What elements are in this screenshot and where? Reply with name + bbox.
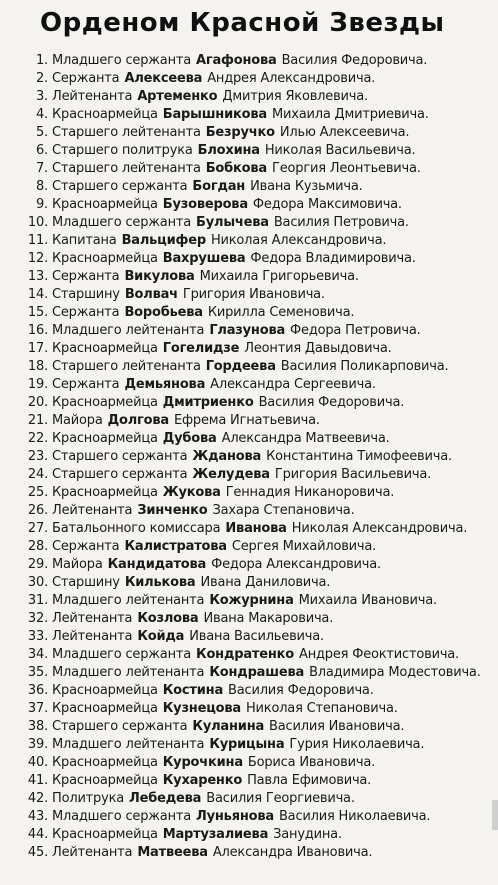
list-item [20,52,490,70]
entry-number: 13. [27,269,48,284]
entry-surname: Кандидатова [107,557,207,572]
entry-rank: Старшего лейтенанта [52,359,201,374]
entry-rank: Политрука [52,791,125,806]
entry-rank: Красноармейца [52,773,158,788]
entry-given-names: Занудина. [273,827,342,842]
entry-given-names: Федора Петровича. [290,323,421,338]
entry-given-names: Георгия Леонтьевича. [272,161,421,176]
entry-rank: Лейтенанта [52,629,133,644]
entry-rank: Старшего сержанта [52,179,188,194]
entry-rank: Сержанта [52,539,120,554]
list-item [20,70,490,88]
entry-given-names: Ивана Кузьмича. [250,179,363,194]
entry-surname: Жданова [192,449,262,464]
entry-surname: Койда [137,629,185,644]
entry-number: 28. [27,539,48,554]
entry-rank: Младшего лейтенанта [52,593,205,608]
entry-number: 9. [35,197,48,212]
entry-surname: Кузнецова [162,701,241,716]
entry-given-names: Сергея Михайловича. [231,539,377,554]
entry-number: 5. [35,125,48,140]
entry-surname: Костина [162,683,224,698]
entry-surname: Вахрушева [162,251,246,266]
entry-given-names: Владимира Модестовича. [309,665,481,680]
list-item [20,268,490,286]
entry-given-names: Василия Федоровича. [228,683,374,698]
entry-given-names: Григория Васильевича. [274,467,432,482]
entry-number: 12. [27,251,48,266]
entry-given-names: Леонтия Давыдовича. [244,341,392,356]
list-item [20,376,490,394]
entry-rank: Батальонного комиссара [52,521,221,536]
entry-number: 4. [35,107,48,122]
entry-given-names: Ефрема Игнатьевича. [173,413,320,428]
entry-given-names: Илью Алексеевича. [279,125,410,140]
entry-given-names: Кирилла Семеновича. [207,305,355,320]
entry-given-names: Гурия Николаевича. [289,737,425,752]
list-item [20,250,490,268]
entry-number: 10. [27,215,48,230]
entry-number: 40. [27,755,48,770]
entry-given-names: Василия Петровича. [273,215,409,230]
list-item [20,124,490,142]
entry-rank: Красноармейца [52,485,158,500]
list-item [20,556,490,574]
entry-rank: Лейтенанта [52,89,133,104]
entry-surname: Кожурнина [209,593,294,608]
list-item [20,772,490,790]
list-item [20,484,490,502]
entry-surname: Вальцифер [121,233,206,248]
entry-number: 11. [27,233,48,248]
entry-rank: Младшего лейтенанта [52,323,205,338]
entry-surname: Килькова [124,575,196,590]
entry-number: 27. [27,521,48,536]
entry-number: 15. [27,305,48,320]
entry-given-names: Ивана Даниловича. [200,575,331,590]
entry-given-names: Геннадия Никаноровича. [225,485,395,500]
list-item [20,826,490,844]
entry-number: 38. [27,719,48,734]
list-item [20,592,490,610]
entry-surname: Агафонова [196,53,277,68]
entry-rank: Младшего сержанта [52,809,192,824]
list-item [20,520,490,538]
list-item [20,574,490,592]
entry-rank: Капитана [52,233,117,248]
list-item [20,196,490,214]
entry-rank: Сержанта [52,305,120,320]
entry-given-names: Ивана Васильевича. [189,629,324,644]
entry-surname: Куланина [192,719,265,734]
entry-number: 7. [35,161,48,176]
entry-rank: Лейтенанта [52,845,133,860]
entry-rank: Красноармейца [52,683,158,698]
entry-rank: Майора [52,413,103,428]
list-item [20,646,490,664]
entry-rank: Младшего сержанта [52,215,192,230]
entry-given-names: Федора Максимовича. [252,197,402,212]
list-item [20,736,490,754]
list-item [20,844,490,862]
page-title: Орденом Красной Звезды [40,8,445,38]
entry-rank: Майора [52,557,103,572]
entry-surname: Безручко [205,125,275,140]
entry-surname: Курицына [209,737,285,752]
entry-surname: Бузоверова [162,197,248,212]
entry-given-names: Григория Ивановича. [182,287,325,302]
entry-surname: Воробьева [124,305,203,320]
entry-rank: Младшего сержанта [52,647,192,662]
entry-surname: Булычева [196,215,269,230]
entry-number: 34. [27,647,48,662]
entry-number: 36. [27,683,48,698]
entry-rank: Сержанта [52,71,120,86]
entry-number: 42. [27,791,48,806]
list-item [20,448,490,466]
list-item [20,790,490,808]
entry-given-names: Захара Степановича. [212,503,355,518]
entry-surname: Мартузалиева [162,827,269,842]
list-item [20,430,490,448]
entry-rank: Старшего политрука [52,143,193,158]
list-item [20,412,490,430]
list-item [20,322,490,340]
entry-surname: Волвач [124,287,178,302]
entry-surname: Дубова [162,431,217,446]
list-item [20,610,490,628]
entry-number: 32. [27,611,48,626]
list-item [20,664,490,682]
entry-number: 1. [35,53,48,68]
entry-rank: Младшего лейтенанта [52,737,205,752]
entry-number: 22. [27,431,48,446]
entry-number: 43. [27,809,48,824]
entry-surname: Иванова [225,521,287,536]
entry-given-names: Александра Матвеевича. [221,431,390,446]
entry-number: 45. [27,845,48,860]
entry-surname: Кухаренко [162,773,243,788]
list-item [20,718,490,736]
entry-number: 6. [35,143,48,158]
entry-number: 44. [27,827,48,842]
entry-given-names: Николая Васильевича. [264,143,416,158]
award-list [20,52,490,862]
entry-surname: Матвеева [137,845,208,860]
entry-number: 14. [27,287,48,302]
entry-surname: Блохина [197,143,260,158]
list-item [20,142,490,160]
entry-given-names: Василия Федоровича. [281,53,428,68]
list-item [20,232,490,250]
list-item [20,808,490,826]
entry-surname: Козлова [137,611,199,626]
entry-given-names: Михаила Дмитриевича. [271,107,429,122]
entry-rank: Лейтенанта [52,611,133,626]
entry-number: 3. [35,89,48,104]
list-item [20,178,490,196]
entry-surname: Артеменко [137,89,218,104]
entry-number: 24. [27,467,48,482]
entry-number: 8. [35,179,48,194]
list-item [20,286,490,304]
entry-rank: Младшего лейтенанта [52,665,205,680]
entry-given-names: Дмитрия Яковлевича. [222,89,368,104]
entry-number: 37. [27,701,48,716]
entry-number: 21. [27,413,48,428]
entry-given-names: Михаила Григорьевича. [199,269,359,284]
entry-surname: Кондратенко [196,647,295,662]
entry-rank: Старшину [52,575,120,590]
entry-given-names: Василия Георгиевича. [206,791,355,806]
entry-rank: Красноармейца [52,341,158,356]
entry-rank: Старшего лейтенанта [52,125,201,140]
entry-given-names: Николая Александровича. [210,233,387,248]
list-item [20,628,490,646]
entry-rank: Старшину [52,287,120,302]
entry-number: 2. [35,71,48,86]
list-item [20,502,490,520]
entry-number: 29. [27,557,48,572]
entry-surname: Богдан [192,179,246,194]
page-edge-mark [492,800,498,830]
entry-surname: Глазунова [209,323,286,338]
entry-number: 31. [27,593,48,608]
list-item [20,88,490,106]
entry-rank: Старшего лейтенанта [52,161,201,176]
entry-rank: Красноармейца [52,827,158,842]
entry-given-names: Михаила Ивановича. [298,593,437,608]
entry-surname: Зинченко [137,503,208,518]
entry-number: 26. [27,503,48,518]
entry-given-names: Василия Ивановича. [269,719,405,734]
entry-number: 18. [27,359,48,374]
entry-given-names: Николая Александровича. [291,521,468,536]
entry-surname: Демьянова [124,377,206,392]
entry-rank: Красноармейца [52,107,158,122]
entry-rank: Лейтенанта [52,503,133,518]
entry-rank: Старшего сержанта [52,449,188,464]
list-item [20,304,490,322]
entry-given-names: Андрея Александровича. [207,71,376,86]
entry-given-names: Василия Николаевича. [278,809,431,824]
entry-surname: Желудева [192,467,270,482]
entry-given-names: Василия Федоровича. [258,395,405,410]
entry-number: 39. [27,737,48,752]
entry-rank: Красноармейца [52,755,158,770]
entry-surname: Курочкина [162,755,243,770]
entry-given-names: Федора Александровича. [211,557,381,572]
entry-surname: Кондрашева [209,665,305,680]
entry-surname: Луньянова [196,809,274,824]
entry-number: 16. [27,323,48,338]
list-item [20,214,490,232]
entry-given-names: Ивана Макаровича. [203,611,334,626]
entry-rank: Сержанта [52,377,120,392]
entry-surname: Барышникова [162,107,267,122]
entry-number: 25. [27,485,48,500]
entry-number: 19. [27,377,48,392]
entry-surname: Дмитриенко [162,395,254,410]
entry-given-names: Александра Сергеевича. [210,377,376,392]
entry-number: 35. [27,665,48,680]
entry-number: 33. [27,629,48,644]
entry-surname: Алексеева [124,71,203,86]
list-item [20,340,490,358]
entry-rank: Старшего сержанта [52,467,188,482]
entry-rank: Красноармейца [52,431,158,446]
entry-surname: Лебедева [129,791,202,806]
list-item [20,106,490,124]
entry-given-names: Федора Владимировича. [250,251,416,266]
list-item [20,682,490,700]
list-item [20,538,490,556]
entry-rank: Старшего сержанта [52,719,188,734]
entry-rank: Красноармейца [52,251,158,266]
list-item [20,160,490,178]
entry-number: 20. [27,395,48,410]
entry-surname: Долгова [107,413,169,428]
entry-number: 30. [27,575,48,590]
entry-rank: Красноармейца [52,197,158,212]
entry-rank: Младшего сержанта [52,53,192,68]
list-item [20,700,490,718]
entry-surname: Гогелидзе [162,341,240,356]
entry-rank: Красноармейца [52,395,158,410]
entry-surname: Бобкова [205,161,267,176]
entry-surname: Гордеева [205,359,276,374]
entry-given-names: Константина Тимофеевича. [266,449,452,464]
entry-rank: Красноармейца [52,701,158,716]
entry-number: 17. [27,341,48,356]
entry-surname: Викулова [124,269,195,284]
entry-given-names: Василия Поликарповича. [280,359,449,374]
list-item [20,394,490,412]
entry-number: 41. [27,773,48,788]
entry-rank: Сержанта [52,269,120,284]
list-item [20,754,490,772]
list-item [20,358,490,376]
entry-given-names: Николая Степановича. [245,701,398,716]
entry-given-names: Александра Ивановича. [212,845,373,860]
entry-given-names: Андрея Феоктистовича. [299,647,459,662]
entry-given-names: Павла Ефимовича. [247,773,372,788]
entry-given-names: Бориса Ивановича. [247,755,376,770]
entry-number: 23. [27,449,48,464]
entry-surname: Жукова [162,485,221,500]
entry-surname: Калистратова [124,539,227,554]
list-item [20,466,490,484]
